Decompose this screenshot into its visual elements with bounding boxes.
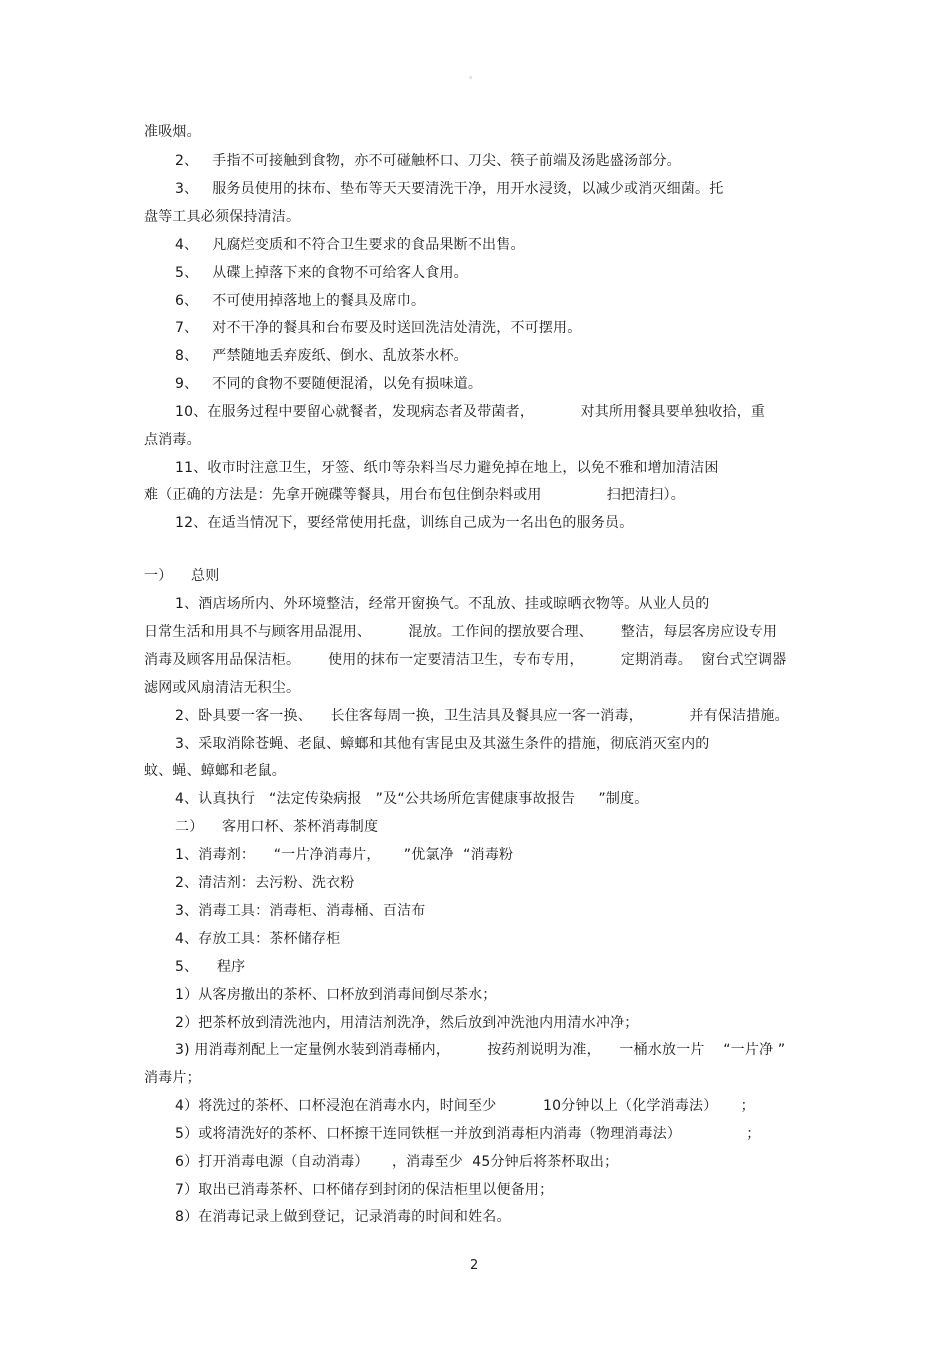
text-line: 蚊、蝇、蟑螂和老鼠。 — [144, 763, 286, 779]
text-line: 7、 对不干净的餐具和台布要及时送回洗洁处清洗，不可摆用。 — [175, 320, 582, 336]
text-line: 1）从客房撤出的茶杯、口杯放到消毒间倒尽茶水； — [175, 987, 497, 1003]
text-line: 12、在适当情况下，要经常使用托盘，训练自己成为一名出色的服务员。 — [175, 515, 634, 531]
text-line: 8、 严禁随地丢弃废纸、倒水、乱放茶水杯。 — [175, 348, 468, 364]
text-line: 难（正确的方法是：先拿开碗碟等餐具，用台布包住倒杂料或用 扫把清扫）。 — [144, 487, 685, 503]
text-line: 3、采取消除苍蝇、老鼠、蟑螂和其他有害昆虫及其滋生条件的措施，彻底消灭室内的 — [175, 736, 710, 752]
text-line: 2、卧具要一客一换、 长住客每周一换，卫生洁具及餐具应一客一消毒， 并有保洁措施。 — [175, 708, 789, 724]
text-line: 一） 总则 — [144, 568, 220, 584]
text-line: 4、 凡腐烂变质和不符合卫生要求的食品果断不出售。 — [175, 237, 525, 253]
header-mark: 。 — [469, 71, 479, 81]
text-line: 滤网或风扇清洁无积尘。 — [144, 680, 301, 696]
text-line: 4、认真执行 “法定传染病报 ”及“公共场所危害健康事故报告 ”制度。 — [175, 791, 649, 807]
text-line: 5）或将清洗好的茶杯、口杯擦干连同铁框一并放到消毒柜内消毒（物理消毒法） ； — [175, 1126, 761, 1142]
text-line: 6、 不可使用掉落地上的餐具及席巾。 — [175, 293, 426, 309]
text-line: 二） 客用口杯、茶杯消毒制度 — [175, 819, 379, 835]
text-line: 消毒片； — [144, 1070, 201, 1086]
text-line: 消毒及顾客用品保洁柜。 使用的抹布一定要清洁卫生，专布专用， 定期消毒。 窗台式空调器 — [144, 652, 787, 668]
text-line: 盘等工具必须保持清洁。 — [144, 209, 301, 225]
text-line: 2）把茶杯放到清洗池内，用清洁剂洗净，然后放到冲洗池内用清水冲净； — [175, 1015, 639, 1031]
text-line: 3、消毒工具：消毒柜、消毒桶、百洁布 — [175, 903, 426, 919]
text-line: 1、消毒剂： “一片净消毒片， ”优氯净 “消毒粉 — [175, 847, 514, 863]
text-line: 4）将洗过的茶杯、口杯浸泡在消毒水内，时间至少 10分钟以上（化学消毒法） ； — [175, 1098, 755, 1114]
text-line: 5、 从碟上掉落下来的食物不可给客人食用。 — [175, 265, 468, 281]
text-line: 9、 不同的食物不要随便混淆，以免有损味道。 — [175, 376, 483, 392]
text-line: 点消毒。 — [144, 432, 201, 448]
text-line: 2、清洁剂：去污粉、洗衣粉 — [175, 875, 355, 891]
text-line: 5、 程序 — [175, 959, 246, 975]
text-line: 3) 用消毒剂配上一定量例水装到消毒桶内， 按药剂说明为准， 一桶水放一片 “一片净 ” — [175, 1042, 786, 1058]
text-line: 准吸烟。 — [144, 124, 201, 140]
text-line: 7）取出已消毒茶杯、口杯储存到封闭的保洁柜里以便备用； — [175, 1182, 554, 1198]
text-line: 6）打开消毒电源（自动消毒） ，消毒至少 45分钟后将茶杯取出； — [175, 1154, 619, 1170]
text-line: 2、 手指不可接触到食物，亦不可碰触杯口、刀尖、筷子前端及汤匙盛汤部分。 — [175, 153, 681, 169]
text-line: 8）在消毒记录上做到登记，记录消毒的时间和姓名。 — [175, 1209, 511, 1225]
text-line: 4、存放工具：茶杯储存柜 — [175, 931, 341, 947]
text-line: 10、在服务过程中要留心就餐者，发现病态者及带菌者， 对其所用餐具要单独收拾，重 — [175, 404, 766, 420]
text-line: 日常生活和用具不与顾客用品混用、 混放。工作间的摆放要合理、 整洁，每层客房应设专用 — [144, 624, 778, 640]
text-line: 1、酒店场所内、外环境整洁，经常开窗换气。不乱放、挂或晾晒衣物等。从业人员的 — [175, 596, 710, 612]
page-number: 2 — [470, 1258, 479, 1273]
text-line: 3、 服务员使用的抹布、垫布等天天要清洗干净，用开水浸烫，以减少或消灭细菌。托 — [175, 181, 724, 197]
text-line: 11、收市时注意卫生，牙签、纸巾等杂料当尽力避免掉在地上，以免不雅和增加清洁困 — [175, 460, 719, 476]
